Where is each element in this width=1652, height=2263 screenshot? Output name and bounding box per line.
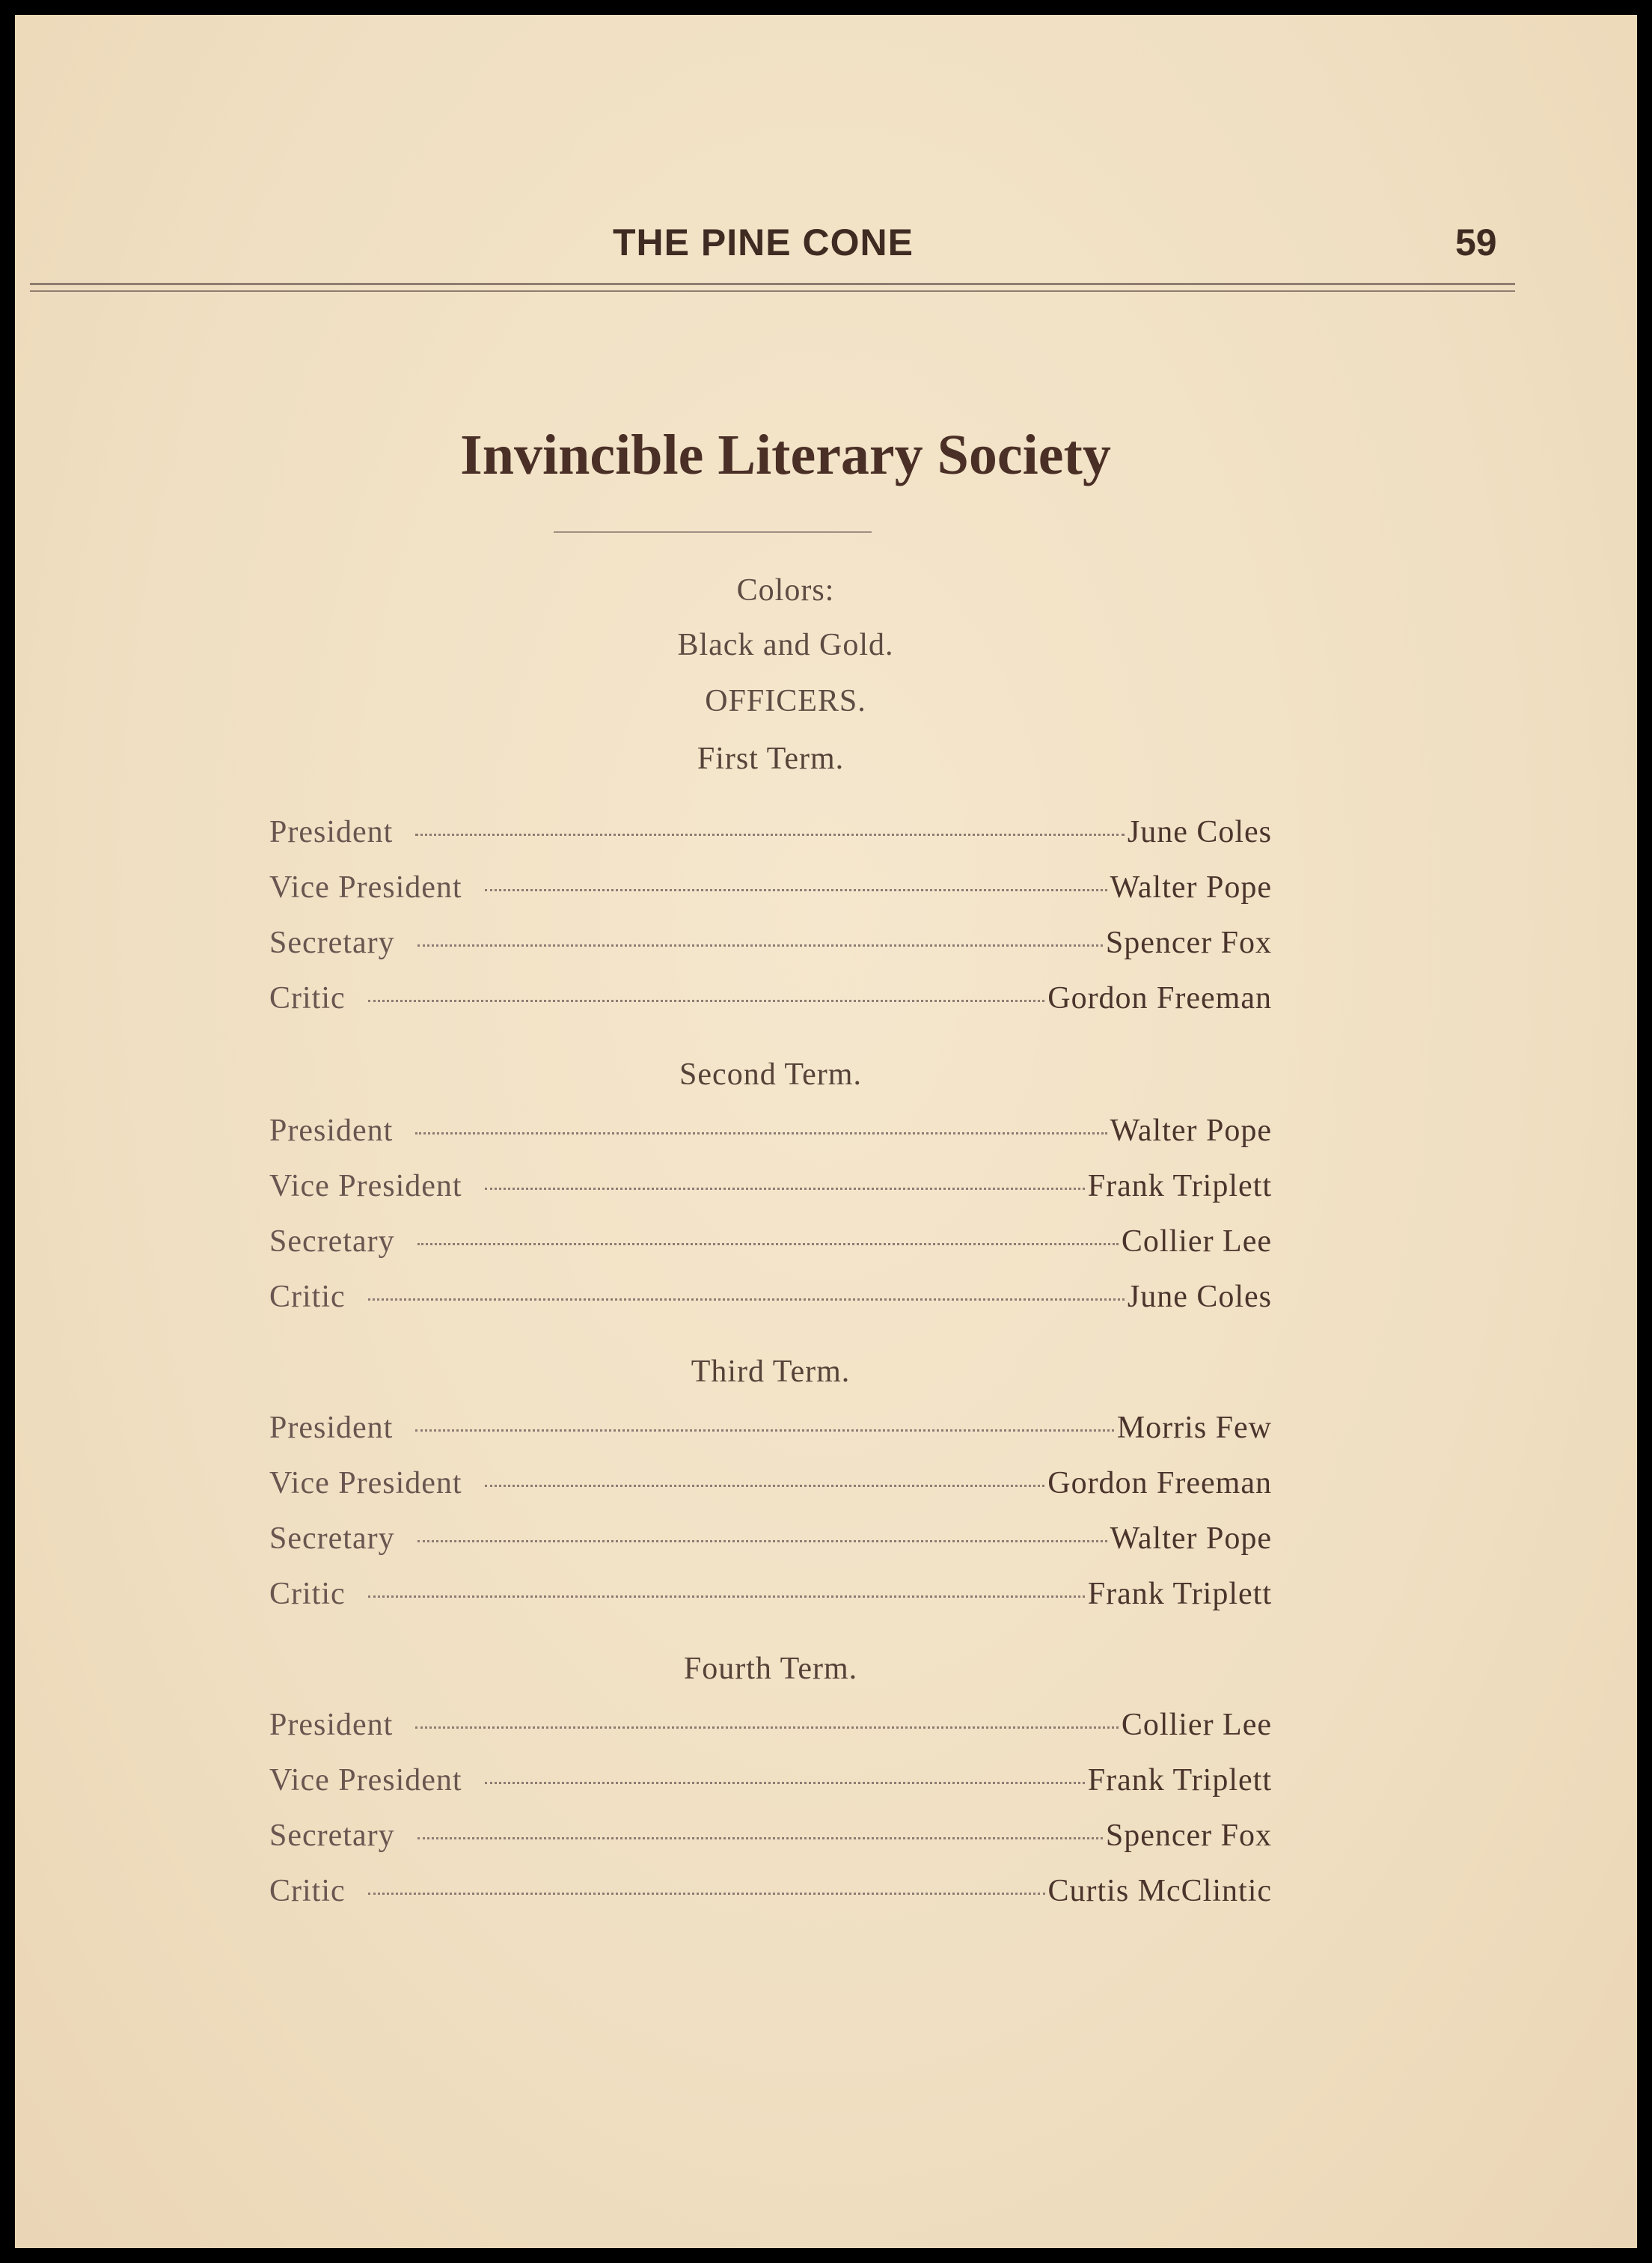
dot-leader: [415, 834, 1125, 836]
officer-name: Morris Few: [1116, 1411, 1272, 1445]
dot-leader: [368, 1298, 1125, 1301]
officer-role: President: [269, 1114, 394, 1148]
officer-row: [269, 1576, 1272, 1621]
officer-role: Vice President: [269, 1169, 462, 1203]
officer-name: June Coles: [1127, 815, 1272, 849]
colors-value: Black and Gold.: [677, 628, 894, 662]
term-heading: Third Term.: [691, 1355, 851, 1389]
header-rule-bottom: [30, 290, 1515, 292]
officer-row: [269, 1224, 1272, 1268]
officer-name: Collier Lee: [1121, 1224, 1272, 1259]
dot-leader: [415, 1132, 1107, 1134]
page-title: Invincible Literary Society: [460, 424, 1111, 486]
officer-row: [269, 1279, 1272, 1324]
header-rule-top: [30, 283, 1515, 285]
dot-leader: [415, 1726, 1119, 1729]
officer-role: Secretary: [269, 1224, 395, 1259]
officer-name: Frank Triplett: [1087, 1577, 1272, 1611]
officer-name: Curtis McClintic: [1047, 1874, 1272, 1908]
officer-row: [269, 925, 1272, 970]
term-heading: Fourth Term.: [683, 1652, 858, 1686]
officer-row: [269, 1410, 1272, 1455]
officer-row: [269, 870, 1272, 914]
dot-leader: [368, 1893, 1045, 1895]
dot-leader: [485, 1188, 1085, 1190]
officer-role: President: [269, 1411, 394, 1445]
officer-role: Critic: [269, 981, 346, 1016]
colors-label: Colors:: [736, 573, 835, 608]
dot-leader: [368, 1000, 1045, 1002]
officer-name: Walter Pope: [1110, 1521, 1272, 1556]
dot-leader: [417, 1243, 1119, 1245]
officer-row: [269, 1465, 1272, 1510]
dot-leader: [485, 1782, 1085, 1784]
book-page: [15, 15, 1637, 2248]
officer-role: Critic: [269, 1874, 346, 1908]
officer-name: Gordon Freeman: [1047, 1466, 1272, 1500]
officer-name: Spencer Fox: [1105, 926, 1272, 960]
officer-row: [269, 980, 1272, 1025]
officer-name: Collier Lee: [1121, 1708, 1272, 1742]
officer-name: Frank Triplett: [1087, 1763, 1272, 1798]
title-underline: [554, 531, 872, 533]
term-heading: First Term.: [697, 742, 845, 776]
dot-leader: [417, 944, 1103, 947]
officer-name: Spencer Fox: [1105, 1818, 1272, 1853]
dot-leader: [415, 1429, 1114, 1432]
officer-role: Vice President: [269, 1763, 462, 1798]
officer-role: Secretary: [269, 926, 395, 960]
officer-role: President: [269, 815, 394, 849]
dot-leader: [368, 1595, 1085, 1598]
officer-row: [269, 1168, 1272, 1213]
officers-heading: OFFICERS.: [705, 684, 866, 718]
running-title: THE PINE CONE: [613, 222, 914, 263]
officer-row: [269, 1762, 1272, 1807]
dot-leader: [485, 889, 1107, 891]
officer-role: Vice President: [269, 870, 462, 905]
officer-row: [269, 1707, 1272, 1752]
officer-row: [269, 1818, 1272, 1863]
officer-name: Walter Pope: [1110, 870, 1272, 905]
officer-role: Critic: [269, 1280, 346, 1314]
officer-role: Vice President: [269, 1466, 462, 1500]
officer-role: Secretary: [269, 1521, 395, 1556]
officer-role: Secretary: [269, 1818, 395, 1853]
term-heading: Second Term.: [679, 1057, 862, 1092]
officer-row: [269, 1873, 1272, 1918]
officer-row: [269, 814, 1272, 859]
officer-row: [269, 1521, 1272, 1566]
officer-name: Gordon Freeman: [1047, 981, 1272, 1016]
officer-role: President: [269, 1708, 394, 1742]
officer-name: Frank Triplett: [1087, 1169, 1272, 1203]
dot-leader: [417, 1540, 1107, 1542]
officer-name: June Coles: [1127, 1280, 1272, 1314]
officer-row: [269, 1113, 1272, 1158]
dot-leader: [485, 1485, 1045, 1487]
officer-name: Walter Pope: [1110, 1114, 1272, 1148]
page-number: 59: [1455, 222, 1497, 263]
dot-leader: [417, 1837, 1103, 1839]
officer-role: Critic: [269, 1577, 346, 1611]
